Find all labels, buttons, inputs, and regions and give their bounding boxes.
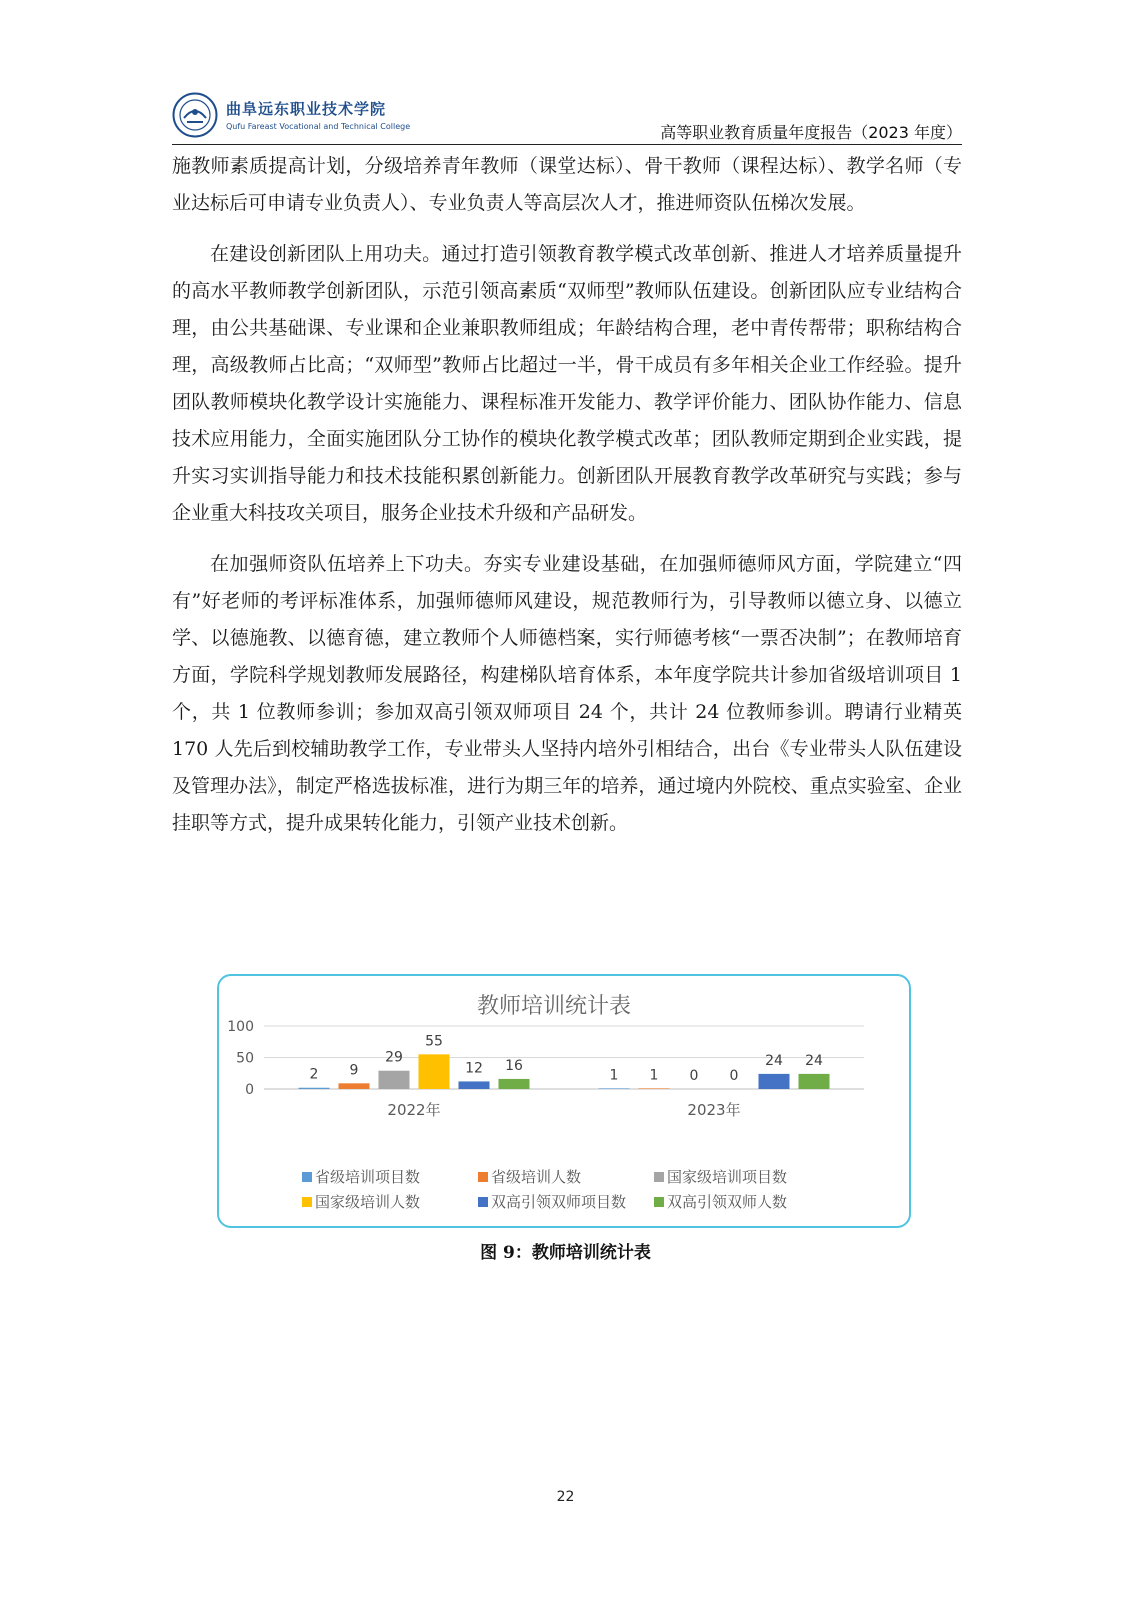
bar — [459, 1081, 490, 1089]
legend-swatch — [654, 1172, 664, 1182]
bar — [599, 1088, 630, 1089]
page-header — [172, 90, 962, 142]
paragraph: 在建设创新团队上用功夫。通过打造引领教育教学模式改革创新、推进人才培养质量提升的高水平教师教学创新团队，示范引领高素质“双师型”教师队伍建设。创新团队应专业结构合理，由公共基础课、专业课和企业兼职教师组成；年龄结构合理，老中青传帮带；职称结构合理，高级教师占比高；“双师型”教师占比超过一半，骨干成员有多年相关企业工作经验。提升团队教师模块化教学设计实施能力、课程标准开发能力、教学评价能力、团队协作能力、信息技术应用能力，全面实施团队分工协作的模块化教学模式改革；团队教师定期到企业实践，提升实习实训指导能力和技术技能积累创新能力。创新团队开展教育教学改革研究与实践；参与企业重大科技攻关项目，服务企业技术升级和产品研发。 — [172, 243, 962, 524]
bar — [339, 1083, 370, 1089]
bar — [299, 1088, 330, 1089]
bar — [799, 1074, 830, 1089]
legend-item — [654, 1166, 830, 1191]
legend-swatch — [302, 1172, 312, 1182]
page-number: 22 — [556, 1489, 575, 1505]
header-divider — [172, 144, 962, 145]
chart-legend — [302, 1166, 842, 1216]
school-name: 曲阜远东职业技术学院 — [226, 100, 387, 118]
x-tick-label: 2023年 — [687, 1101, 741, 1119]
legend-item — [654, 1191, 830, 1216]
teacher-training-chart — [217, 974, 911, 1228]
data-label: 1 — [609, 1067, 619, 1084]
legend-label: 双高引领双师人数 — [667, 1193, 788, 1211]
bar — [379, 1071, 410, 1089]
y-tick-label: 100 — [227, 1019, 254, 1035]
data-label: 0 — [729, 1068, 739, 1084]
legend-label: 国家级培训人数 — [315, 1193, 421, 1211]
data-label: 16 — [505, 1057, 523, 1074]
x-tick-label: 2022年 — [387, 1101, 441, 1119]
data-label: 9 — [349, 1062, 359, 1079]
legend-item — [478, 1191, 654, 1216]
body-text — [172, 148, 962, 856]
legend-swatch — [478, 1172, 488, 1182]
data-label: 55 — [425, 1033, 443, 1050]
bar — [759, 1074, 790, 1089]
legend-swatch — [478, 1197, 488, 1207]
data-label: 2 — [309, 1066, 319, 1083]
bar — [419, 1054, 450, 1089]
chart-title: 教师培训统计表 — [476, 994, 632, 1019]
y-tick-label: 0 — [245, 1082, 254, 1098]
data-label: 24 — [765, 1052, 783, 1069]
bar — [499, 1079, 530, 1089]
legend-label: 省级培训人数 — [491, 1168, 582, 1186]
figure-caption: 图 9：教师培训统计表 — [480, 1243, 651, 1263]
y-tick-label: 50 — [236, 1050, 254, 1067]
legend-label: 省级培训项目数 — [315, 1168, 421, 1186]
data-label: 0 — [689, 1068, 699, 1084]
legend-label: 双高引领双师项目数 — [491, 1193, 627, 1211]
legend-item — [478, 1166, 654, 1191]
legend-item — [302, 1191, 478, 1216]
legend-item — [302, 1166, 478, 1191]
legend-label: 国家级培训项目数 — [667, 1168, 788, 1186]
data-label: 24 — [805, 1052, 823, 1069]
report-title: 高等职业教育质量年度报告（2023 年度） — [660, 123, 962, 142]
legend-swatch — [302, 1197, 312, 1207]
data-label: 12 — [465, 1060, 483, 1077]
data-label: 29 — [385, 1049, 403, 1066]
legend-swatch — [654, 1197, 664, 1207]
data-label: 1 — [649, 1067, 659, 1084]
paragraph: 在加强师资队伍培养上下功夫。夯实专业建设基础，在加强师德师风方面，学院建立“四有”好老师的考评标准体系，加强师德师风建设，规范教师行为，引导教师以德立身、以德立学、以德施教、以德育德，建立教师个人师德档案，实行师德考核“一票否决制”；在教师培育方面，学院科学规划教师发展路径，构建梯队培育体系，本年度学院共计参加省级培训项目 1 个，共 1 位教师参训；参加双高引领双师项目 24 个，共计 24 位教师参训。聘请行业精英 170 人先后到校辅助教学工作，专业带头人坚持内培外引相结合，出台《专业带头人队伍建设及管理办法》，制定严格选拔标准，进行为期三年的培养，通过境内外院校、重点实验室、企业挂职等方式，提升成果转化能力，引领产业技术创新。 — [172, 553, 962, 834]
bar — [639, 1088, 670, 1089]
college-logo-icon — [172, 92, 218, 138]
paragraph: 施教师素质提高计划，分级培养青年教师（课堂达标）、骨干教师（课程达标）、教学名师（专业达标后可申请专业负责人）、专业负责人等高层次人才，推进师资队伍梯次发展。 — [172, 155, 962, 214]
school-name-english: Qufu Fareast Vocational and Technical College — [226, 122, 411, 131]
